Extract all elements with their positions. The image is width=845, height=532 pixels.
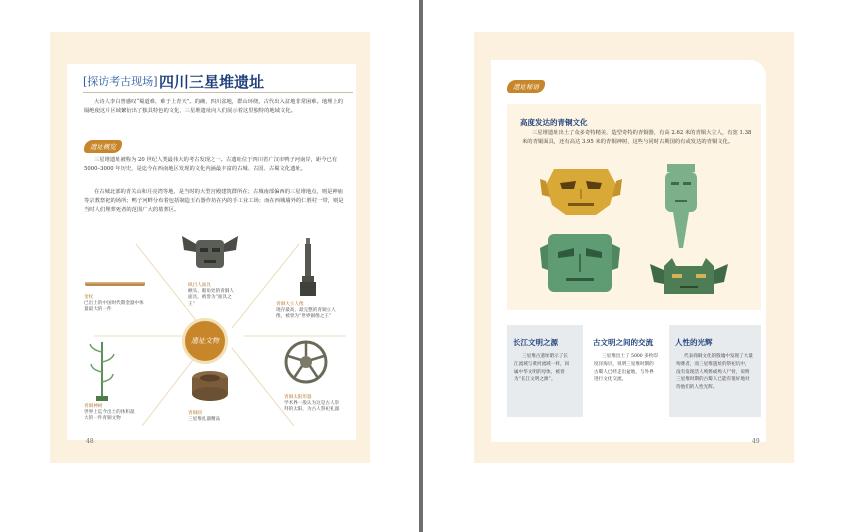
column-exchange — [587, 325, 667, 417]
title-row — [83, 73, 363, 91]
gold-scepter-image — [84, 279, 146, 289]
center-artifacts-badge: 遗址文物 — [182, 318, 228, 364]
overview-paragraph-2: 在古城北部的青关山和月亮湾等地，是当时的大型宫殿建筑群所在；古城南部偏西的三星堆地点，则是神庙等宗教祭祀的场所；鸭子河畔分布着包括制造玉石器作坊在内的手工业工场；而在西城墙外的仁胜村一带，则是当时人们埋葬死者的范围广大的墓葬区。 — [84, 189, 344, 213]
bronze-standing-figure-image — [298, 236, 318, 298]
section-label: [探访考古现场] — [83, 75, 158, 88]
bronze-head-image — [655, 158, 707, 250]
bronze-vessel-image — [190, 368, 230, 404]
column-humanity-title: 人性的光辉 — [675, 338, 713, 347]
column-yangtze-title: 长江文明之源 — [513, 338, 558, 347]
artifact-caption-figure: 青铜大立人像 现存最高、最完整的青铜立人像，被誉为“世界铜像之王” — [276, 302, 336, 320]
secrets-tag: 遗址秘语 — [507, 80, 545, 93]
column-yangtze — [507, 325, 583, 417]
artifact-caption-vessel: 青铜圆 三星堆礼器精品 — [188, 411, 221, 423]
artifact-caption-mask: 纵目人面具 额头、眼角处的青铜人面具，被誉为“面具之王” — [188, 283, 234, 307]
artifact-caption-sun: 青铜太阳形器 学术界一般认为这是古人崇拜的太阳，为古人祭祀礼器 — [284, 395, 340, 413]
column-exchange-text: 三星堆出土了 5000 多枚印度洋海贝，说明三星堆时期的古蜀人已经走出盆地，与外界进行文化交流。 — [594, 354, 658, 383]
artifact-caption-tree: 青铜神树 世界上迄今出土的体积最大的一件青铜文物 — [84, 404, 135, 422]
column-yangtze-text: 三星堆古遗址昭示了长江流域与黄河流域一样，同属中华文明的母体，被誉为“长江文明之源”。 — [514, 354, 570, 383]
gold-mask-image — [540, 165, 622, 217]
artifact-caption-scepter: 金杖 已出土的中国时代期金器中体量最大的一件 — [84, 295, 144, 313]
bronze-mask-image — [180, 234, 240, 272]
overview-paragraph-1: 三星堆遗址被称为 20 世纪人类最伟大的考古发现之一。古遗址位于四川省广汉市鸭子河南岸，距今已有 5000–3000 年历史，是迄今在西南地区发现的文化内涵最丰富的古城、古国、古蜀文化遗址。 — [84, 157, 338, 172]
intro-paragraph: 大诗人李白曾感叹“蜀道难，难于上青天”。的确，四川盆地，群山环绕。古代出入盆地非常困难。地理上的隔绝使这片区域繁衍出了独具特色的文化，三星堆遗址向人们展示着这里独特的地域文化。 — [84, 99, 344, 114]
page-title: 四川三星堆遗址 — [159, 73, 265, 91]
bronze-culture-text: 三星堆遗址出土了众多奇特精美、造型奇特的青铜器，有高 2.62 米的青铜大立人，有宽 1.38 米的青铜面具，还有高达 3.95 米的青铜神树，这些与同时古期国的有或发达的青铜文化。 — [522, 130, 752, 145]
column-humanity — [669, 325, 761, 417]
overview-tag: 遗址概览 — [84, 140, 122, 153]
bronze-horned-mask-image — [650, 256, 728, 298]
bronze-culture-title: 高度发达的青铜文化 — [520, 118, 588, 127]
page-number-right: 49 — [752, 438, 760, 445]
spread-divider — [419, 0, 423, 532]
page-number-left: 48 — [86, 438, 94, 445]
title-underline — [83, 92, 353, 93]
bronze-sun-wheel-image — [284, 340, 328, 384]
bronze-tree-image — [88, 340, 116, 402]
bronze-face-mask-image — [540, 232, 620, 294]
column-humanity-text: 代表商铜文化的殷墟中发现了大量殉葬者，而三星堆遗址的祭祀坑中，没有发现活人殉葬或殉人尸骨，说明三星堆时期的古蜀人已能有很好地对待他们的人性光辉。 — [676, 354, 753, 391]
column-exchange-title: 古文明之间的交流 — [593, 338, 653, 347]
